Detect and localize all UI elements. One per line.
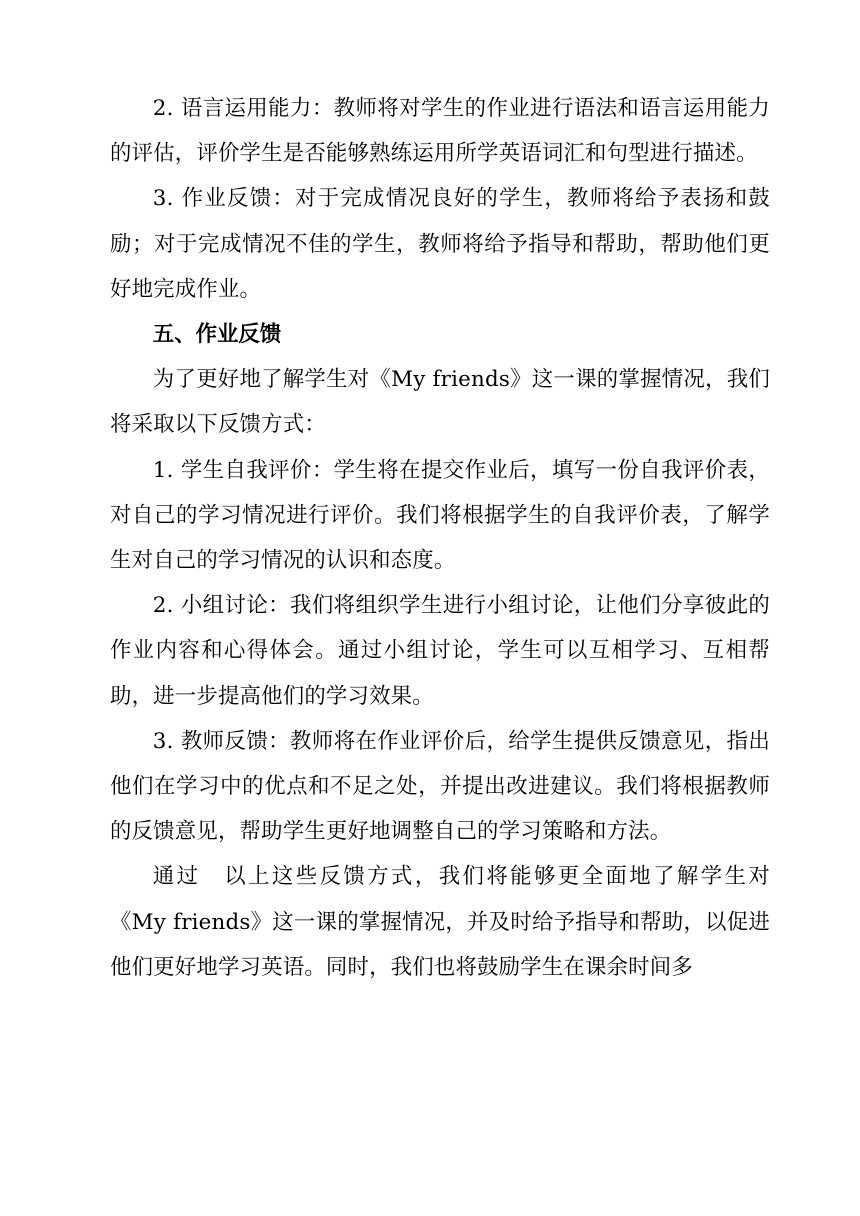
paragraph-conclusion: 通过 以上这些反馈方式，我们将能够更全面地了解学生对《My friends》这一课的掌握情况，并及时给予指导和帮助，以促进他们更好地学习英语。同时，我们也将鼓励学生在课余时间多 — [110, 864, 770, 980]
paragraph-feedback-intro: 为了更好地了解学生对《My friends》这一课的掌握情况，我们将采取以下反馈方式： — [110, 367, 770, 438]
paragraph-language-ability: 2. 语言运用能力：教师将对学生的作业进行语法和语言运用能力的评估，评价学生是否能够熟练运用所学英语词汇和句型进行描述。 — [110, 96, 770, 167]
paragraph-group-discussion: 2. 小组讨论：我们将组织学生进行小组讨论，让他们分享彼此的作业内容和心得体会。通过小组讨论，学生可以互相学习、互相帮助，进一步提高他们的学习效果。 — [110, 593, 770, 709]
paragraph-teacher-feedback: 3. 教师反馈：教师将在作业评价后，给学生提供反馈意见，指出他们在学习中的优点和不足之处，并提出改进建议。我们将根据教师的反馈意见，帮助学生更好地调整自己的学习策略和方法。 — [110, 728, 770, 845]
paragraph-self-evaluation: 1. 学生自我评价：学生将在提交作业后，填写一份自我评价表，对自己的学习情况进行评价。我们将根据学生的自我评价表，了解学生对自己的学习情况的认识和态度。 — [110, 457, 770, 574]
section-heading: 五、作业反馈 — [152, 322, 282, 348]
document-page — [110, 86, 770, 990]
paragraph-homework-feedback: 3. 作业反馈：对于完成情况良好的学生，教师将给予表扬和鼓励；对于完成情况不佳的学生，教师将给予指导和帮助，帮助他们更好地完成作业。 — [110, 186, 770, 302]
